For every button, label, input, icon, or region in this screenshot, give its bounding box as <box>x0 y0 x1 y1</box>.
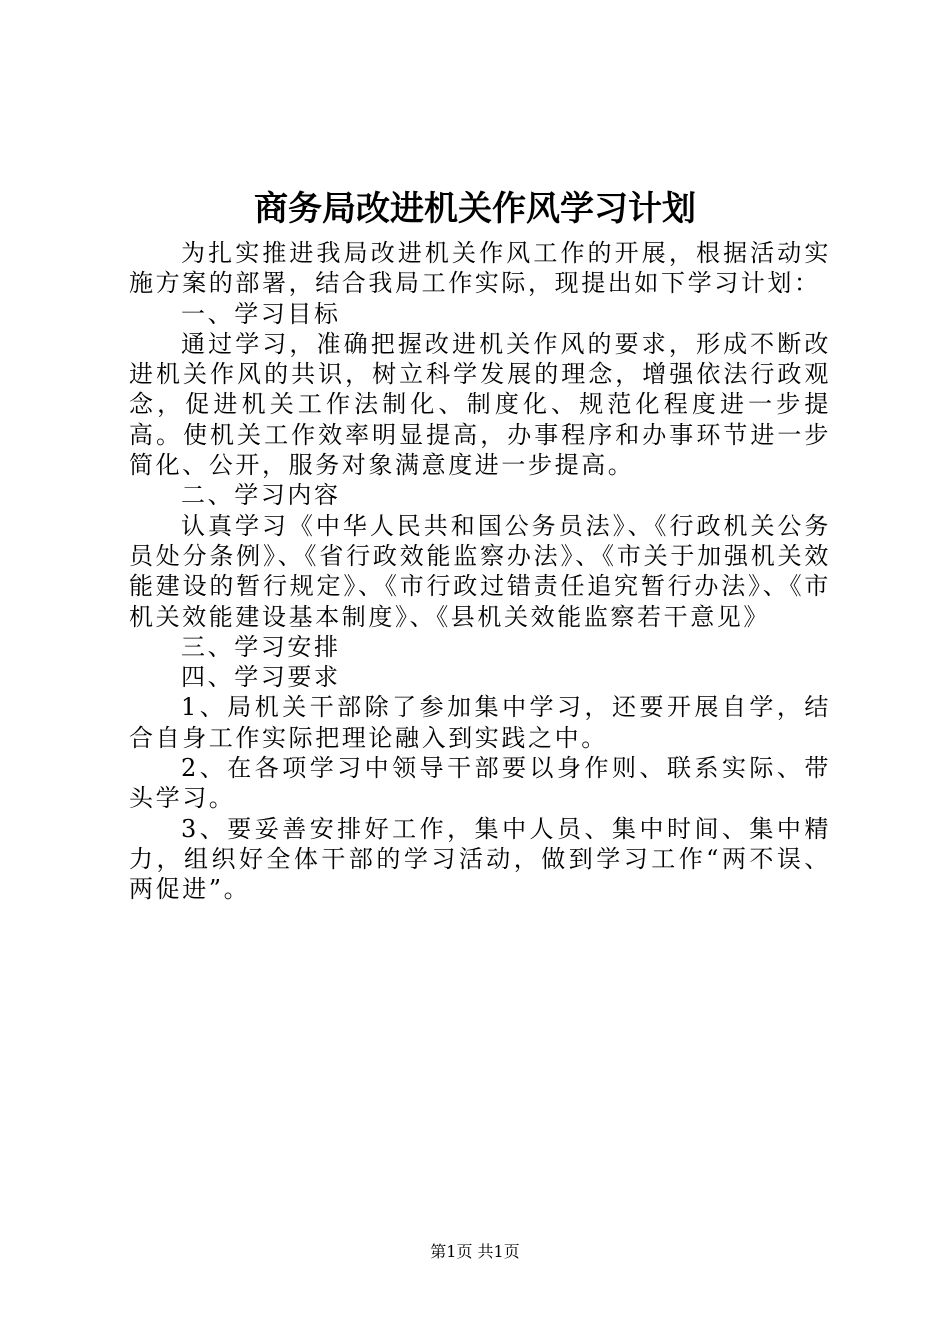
requirement-item-2: 2、在各项学习中领导干部要以身作则、联系实际、带头学习。 <box>129 754 831 813</box>
section-heading-goals: 一、学习目标 <box>181 299 341 328</box>
section-heading-content: 二、学习内容 <box>181 481 341 510</box>
content-paragraph: 认真学习《中华人民共和国公务员法》、《行政机关公务员处分条例》、《省行政效能监察办法》、《市关于加强机关效能建设的暂行规定》、《市行政过错责任追究暂行办法》、《市机关效能建设基本制度》、《县机关效能监察若干意见》 <box>129 511 831 631</box>
document-title: 商务局改进机关作风学习计划 <box>254 189 696 229</box>
requirement-item-1: 1、局机关干部除了参加集中学习，还要开展自学，结合自身工作实际把理论融入到实践之中。 <box>129 693 831 752</box>
section-heading-requirements: 四、学习要求 <box>181 663 341 692</box>
requirement-item-3: 3、要妥善安排好工作，集中人员、集中时间、集中精力，组织好全体干部的学习活动，做到学习工作“两不误、两促进”。 <box>129 814 831 904</box>
section-heading-arrangement: 三、学习安排 <box>181 632 341 661</box>
page-number-footer: 第1页 共1页 <box>430 1242 520 1261</box>
intro-paragraph: 为扎实推进我局改进机关作风工作的开展，根据活动实施方案的部署，结合我局工作实际，现提出如下学习计划： <box>129 239 831 298</box>
document-body <box>129 238 831 905</box>
goals-paragraph: 通过学习，准确把握改进机关作风的要求，形成不断改进机关作风的共识，树立科学发展的理念，增强依法行政观念，促进机关工作法制化、制度化、规范化程度进一步提高。使机关工作效率明显提高，办事程序和办事环节进一步简化、公开，服务对象满意度进一步提高。 <box>129 329 831 480</box>
